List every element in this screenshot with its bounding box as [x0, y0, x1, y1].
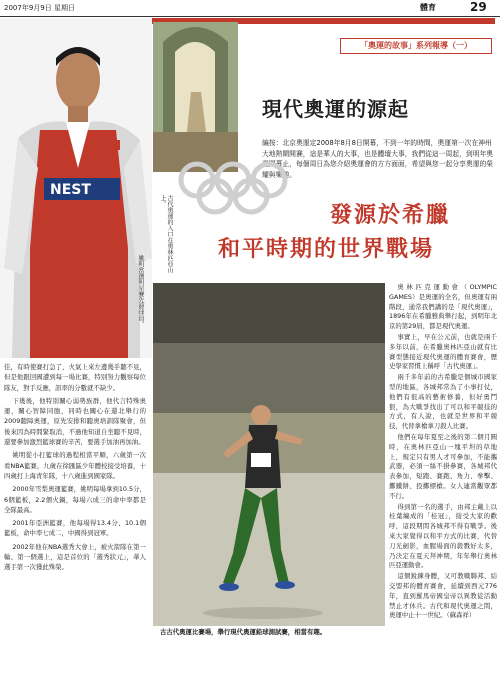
paragraph: 他們在每年夏至之後的第二個月圓時，在奧林匹亞山一塊平坦的草地上，規定只有男人才可參加，不能攜武器，必須一絲不掛參賽，各城邦代表參加，短跑、賽跑、角力、拳擊、擲鐵餅、投擲標槍。女人連當觀眾都不行。	[389, 432, 497, 500]
header-date: 2007年9月9日 星期日	[4, 4, 75, 12]
paragraph: 佳，有時使賽打急了，火氣上來左邊幾乎聽不見，但是他跟回國遭到每一場比賽，特別努力觀察每位隊友，對手反應，訊率的分數就不缺少。	[4, 363, 146, 392]
ruins-photo-caption: 古代奧運的入口在奧林匹亞山上。	[159, 195, 173, 273]
series-tag: 「奧運的故事」系列報導（一）	[340, 38, 492, 54]
right-article-column	[389, 283, 497, 622]
olympic-rings-icon	[175, 158, 295, 218]
headline-line-1: 發源於希臘	[330, 203, 451, 228]
paragraph: 事實上，早在公元前，也就是兩千多年以前，在希臘奧林匹亞山就有比賽型態接近現代奧運的體育賽會，歷史學家習慣上稱呼「古代奧運」。	[389, 332, 497, 371]
paragraph: 2000年雪梨奧運籃賽，姚明每場拿到10.5分，6個籃板，2.2個火鍋，每場六成三的命中率都是全隊最高。	[4, 485, 146, 514]
ruins-entrance-photo	[153, 22, 238, 172]
athlete-photo-caption: 姚明當選明星賽先發球員。	[137, 255, 144, 327]
paragraph: 2001年亞洲籃賽，他每場得13.4分、10.1個籃板，命中率七成二，中國得到冠軍。	[4, 519, 146, 538]
paragraph: 姚明從小打籃球的過程相當平順，六歲第一次看NBA籃賽，九歲在徐匯區少年體校接受培養，十四歲打上海青年隊，十八歲進到國家隊。	[4, 451, 146, 480]
svg-text:NEST: NEST	[50, 182, 91, 198]
paragraph: 得到第一名的選手，由邦主戴上以桂葉編成的「桂冠」，接受大家的歡呼，這段期間各城邦不得有戰爭。後來大家覺得以和平方式的比賽，代替刀光劍影，血腥場面的殺戮好太多，乃決定在夏天拜神期，年年舉行奧林匹亞運動會。	[389, 502, 497, 570]
paragraph: 奧林匹克運動會（OLYMPIC GAMES）是奧運的全名，但奧運有兩階段，通常我們講的是「現代奧運」，1896年在希臘雅典舉行起，到明年北京的第29屆，都是現代奧運。	[389, 283, 497, 331]
editor-note: 編按：北京奧運定2008年8月8日開幕，不到一年的時間，奧運第一次在神州大地熱鬧開賽，這是華人的大事，也是體壇大事，我們從這一周起，到明年奧運開幕止，每個周日為您介紹奧運會的方方面面，希望與您一起分享奧運的榮耀與樂趣。	[262, 139, 494, 179]
paragraph: 這個銳鍊身體，又可教戰聯邦、結交盟邦的體育賽會，延續到西元776年，直到羅馬帝國皇帝以異教徒活動禁止才休兵。古代和現代奧運之間，奧運中止十一世紀。（蘇森祥）	[389, 572, 497, 620]
paragraph: 兩千多年前的古希臘是個城市國家型的地區，各城邦常為了小事打仗，他們有很高的藝術修養，但好勇鬥狠，為大戰爭找出了可以和平競技的方式，有人說，也就是世界和平競技，代替拿槍拿刀殺人比賽。	[389, 373, 497, 431]
left-article-column	[4, 362, 146, 576]
headline-line-2: 和平時期的世界戰場	[218, 237, 435, 262]
header-section: 體育	[420, 3, 436, 12]
paragraph: 下幾後，他特別關心弱勢族群，他代言特殊奧運，關心智障同胞，同時也關心在還北舉行的2009聽障奧運，原先安排和聽奧培訓隊聚會，但後來因為時間緊取消，不過他知道自坐聽不見時，還要參加激烈籃球賽的辛苦，要選手加油再加油。	[4, 396, 146, 447]
shot-put-photo-caption: 古古代奧運比賽場，舉行現代奧運鉛球測試賽，相當有趣。	[160, 628, 327, 636]
shot-put-photo	[153, 283, 385, 626]
paragraph: 2002年他在NBA選秀大會上，被火箭隊在第一輪、第一個選上，這是首位的「選秀狀元」，華人選手第一次獲此殊榮。	[4, 542, 146, 572]
header-page-number: 29	[470, 0, 487, 14]
article-title: 現代奧運的源起	[262, 97, 409, 121]
athlete-photo	[0, 18, 152, 358]
